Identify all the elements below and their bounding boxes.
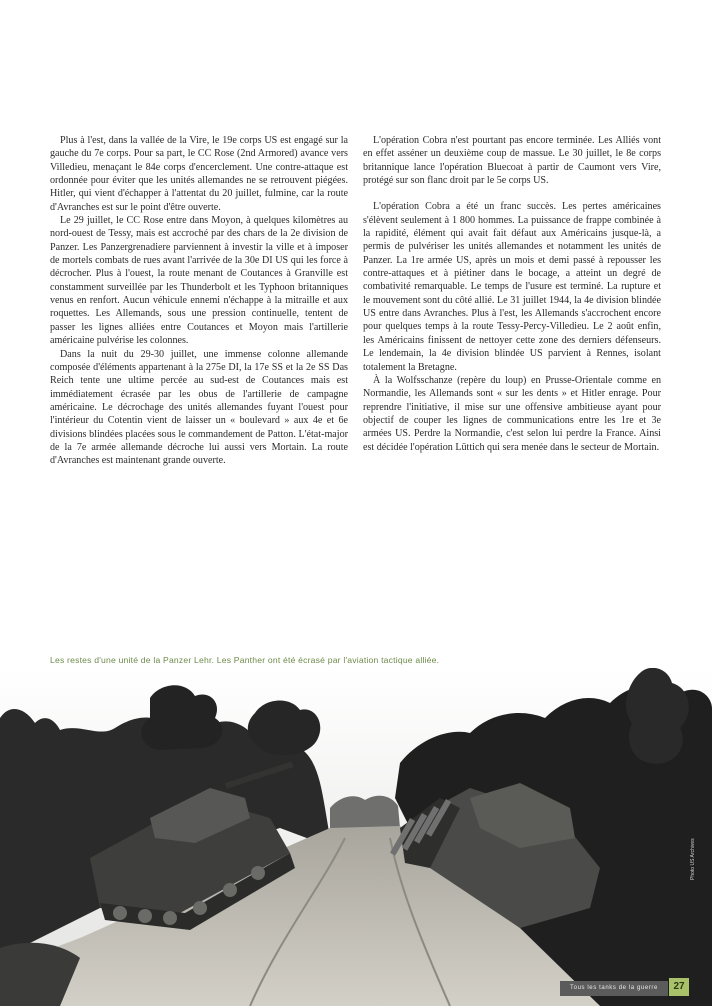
paragraph: À la Wolfsschanze (repère du loup) en Prusse-Orientale comme en Normandie, les Allemands sont « sur les dents » et Hitler enrage. Pour reprendre l'initiative, il mise sur une offensive ambitieuse ayant pour objectif de couper les lignes de communications entre les 1re et 3e armées US. Perdre la Normandie, c'est selon lui perdre la France. Ainsi est décidée l'opération Lüttich qui sera menée dans le secteur de Mortain. (363, 374, 661, 453)
wrecked-panther-tanks-photo (0, 668, 712, 1006)
article-right-column (363, 134, 661, 454)
paragraph: Plus à l'est, dans la vallée de la Vire, le 19e corps US est engagé sur la gauche du 7e corps. Pour sa part, le CC Rose (2nd Armored) avance vers Villedieu, menaçant le 84e corps d'encerclement. Une contre-attaque est ordonnée pour éviter que les unités allemandes ne se retrouvent piégées. Hitler, qui vient d'échapper à l'attentat du 20 juillet, fulmine, car la route d'Avranches est sur le point d'être ouverte. (50, 135, 348, 213)
paragraph: L'opération Cobra a été un franc succès. Les pertes américaines s'élèvent seulement à 1 800 hommes. La puissance de frappe combinée à la rapidité, élément qui avait fait défaut aux Américains jusque-là, a permis de pulvériser les unités allemandes et notamment les unités de Panzer. La 1re armée US, après un mois et demi passé à repousser les contre-attaques et à piétiner dans le bocage, a atteint un degré de combativité remarquable. Le temps de l'usure est terminé. La rupture et le mouvement sont du côté allié. Le 31 juillet 1944, la 4e division blindée US entre dans Avranches. Plus à l'est, les Allemands s'accrochent encore pour quelques temps à la route Tessy-Percy-Villedieu. Le 2 août enfin, les Américains finissent de nettoyer cette zone des derniers défenseurs. Le lendemain, la 4e division blindée US parvient à Rennes, isolant totalement la Bretagne. (363, 201, 661, 373)
article-left-column (50, 134, 348, 468)
footer-section-label: Tous les tanks de la guerre (560, 981, 668, 996)
paragraph: Le 29 juillet, le CC Rose entre dans Moyon, à quelques kilomètres au nord-ouest de Tessy, mais est accroché par des chars de la 2e division de Panzer. Les Panzergrenadiere parviennent à investir la ville et à imposer de mortels combats de rues avant l'arrivée de la 30e DI US qui les force à décrocher. Plus à l'ouest, la route menant de Coutances à Granville est constamment surveillée par les Thunderbolt et les Typhoon britanniques venus en renfort. Aucun véhicule ennemi n'échappe à la mitraille et aux roquettes. Les Allemands, sous une pression continuelle, tentent de passer les lignes alliées entre Coutances et Moyon mais l'artillerie américaine pulvérise les colonnes. (50, 215, 348, 347)
photo-credit: Photo US Archives (690, 838, 696, 880)
photo-caption: Les restes d'une unité de la Panzer Lehr. Les Panther ont été écrasé par l'aviation tactique alliée. (50, 655, 440, 665)
paragraph: Dans la nuit du 29-30 juillet, une immense colonne allemande composée d'éléments appartenant à la 275e DI, la 17e SS et la 2e SS Das Reich tente une ultime percée au sud-est de Coutances mais est immédiatement écrasée par les obus de l'artillerie de campagne américaine. Le décrochage des unités allemandes fuyant l'ouest pour l'intérieur du Cotentin vient de laisser un « boulevard » aux 4e et 6e divisions blindées placées sous le commandement de Patton. L'état-major de la 7e armée allemande décroche lui aussi vers Mortain. La route d'Avranches est maintenant grande ouverte. (50, 348, 348, 467)
page-number: 27 (669, 978, 689, 996)
paragraph: L'opération Cobra n'est pourtant pas encore terminée. Les Alliés vont en effet asséner un deuxième coup de massue. Le 30 juillet, le 8e corps britannique lance l'opération Bluecoat à partir de Caumont vers Vire, protégé sur son flanc droit par le 5e corps US. (363, 135, 661, 187)
